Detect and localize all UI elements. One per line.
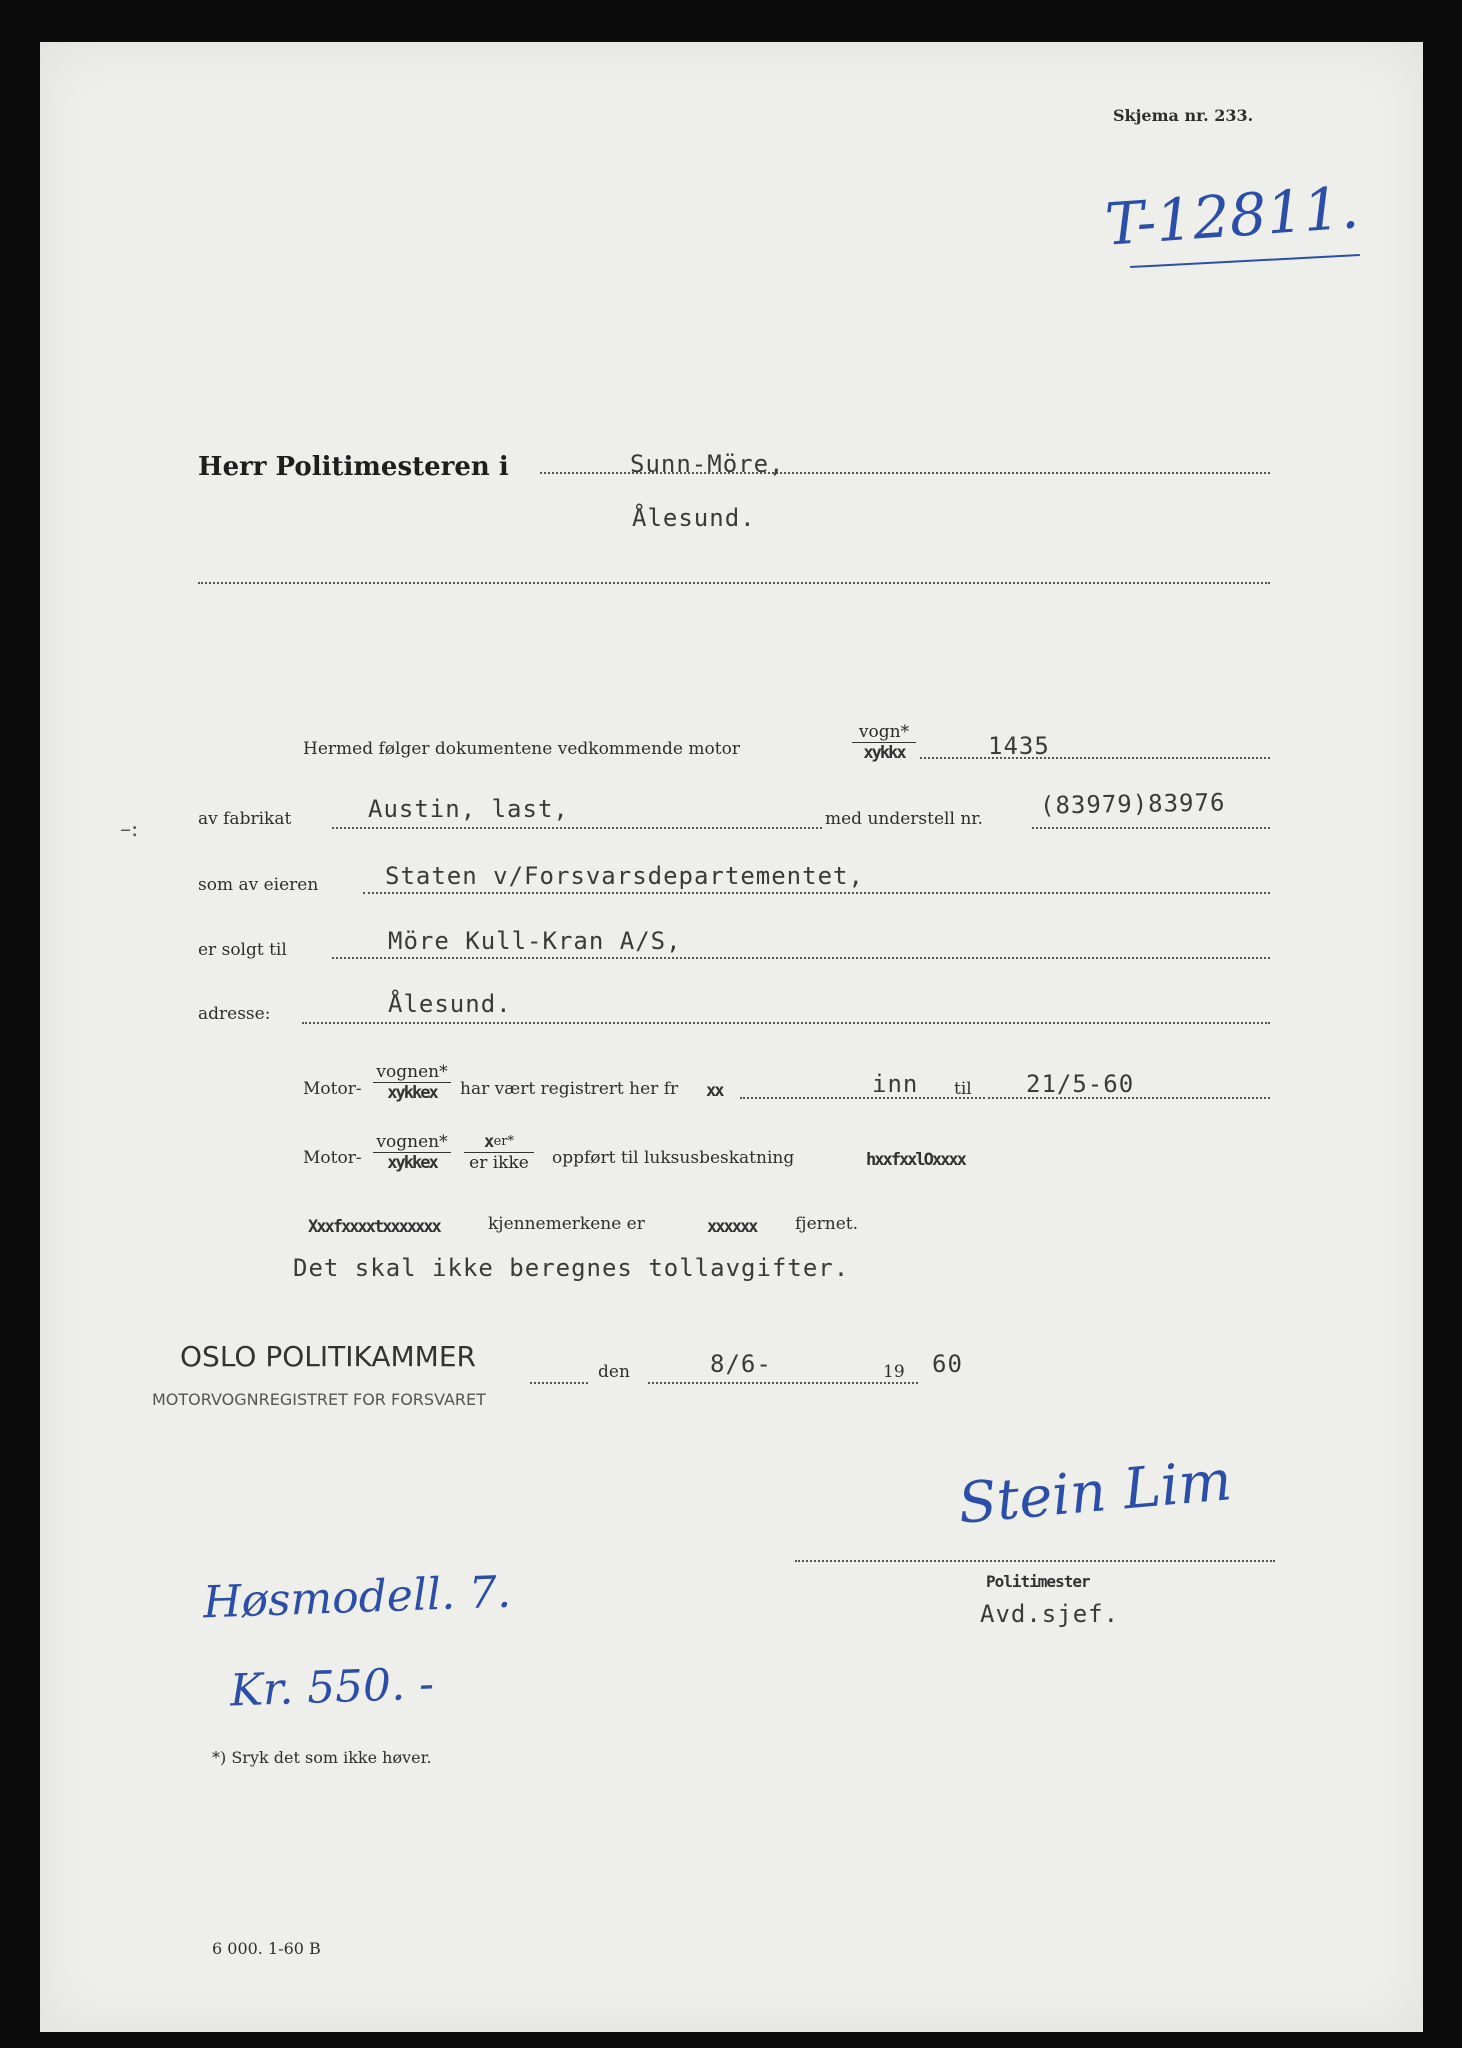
chassis-line (1032, 827, 1270, 829)
den-label: den (598, 1362, 630, 1382)
make-line (332, 827, 822, 829)
margin-note-2: Kr. 550. - (229, 1658, 435, 1717)
signature-title: Avd.sjef. (980, 1600, 1120, 1628)
margin-tick: –: (120, 817, 139, 842)
reg-from-line (740, 1097, 985, 1099)
document-page (40, 42, 1423, 2032)
lux-er-mark: x (483, 1132, 493, 1152)
reg-fraction (373, 1062, 451, 1103)
customs-note: Det skal ikke beregnes tollavgifter. (293, 1254, 850, 1282)
plates-text: kjennemerkene er (488, 1214, 645, 1234)
plates-struck-start: Xxxfxxxxtxxxxxxx (308, 1217, 440, 1237)
year-prefix: 19 (883, 1362, 905, 1382)
sold-line (332, 957, 1270, 959)
district-value: Sunn-Möre, (630, 450, 785, 478)
lux-prefix: Motor- (303, 1148, 362, 1168)
print-code: 6 000. 1-60 B (212, 1939, 321, 1958)
intro-text: Hermed følger dokumentene vedkommende motor (303, 739, 740, 759)
plates-struck-mid: xxxxxx (707, 1217, 757, 1237)
plates-end: fjernet. (795, 1214, 858, 1234)
city-value: Ålesund. (632, 504, 756, 532)
footnote: *) Sryk det som ikke høver. (212, 1748, 432, 1767)
stamp-line-2: MOTORVOGNREGISTRET FOR FORSVARET (152, 1390, 486, 1409)
case-number-handwritten: T-12811. (1102, 173, 1361, 259)
make-label: av fabrikat (198, 809, 292, 829)
chassis-label: med understell nr. (825, 809, 983, 829)
case-number-underline (1130, 254, 1360, 268)
sold-label: er solgt til (198, 940, 287, 960)
date-line (648, 1382, 918, 1384)
date-value: 8/6- (710, 1350, 772, 1378)
vehicle-type-fraction (852, 722, 916, 763)
year-suffix: 60 (932, 1350, 963, 1378)
make-value: Austin, last, (368, 795, 569, 823)
owner-line (363, 892, 1270, 894)
addressee-label: Herr Politimesteren i (198, 452, 509, 482)
vehicle-number-line (920, 757, 1270, 759)
margin-note-1: Høsmodell. 7. (202, 1566, 512, 1629)
address-line-2 (198, 582, 1270, 584)
vehicle-number: 1435 (988, 732, 1050, 760)
lux-fraction (373, 1132, 451, 1173)
lux-er-top: er* (493, 1134, 515, 1149)
signature-line (795, 1560, 1275, 1562)
place-line (530, 1382, 588, 1384)
signature-handwritten: Stein Lim (955, 1448, 1235, 1537)
reg-struck: xx (706, 1081, 723, 1101)
reg-date: 21/5-60 (1026, 1070, 1135, 1098)
owner-label: som av eieren (198, 875, 319, 895)
chassis-value: (83979)83976 (1039, 788, 1226, 820)
lux-text: oppført til luksusbeskatning (552, 1148, 795, 1168)
lux-frac-bottom: xykkex (387, 1153, 437, 1173)
reg-prefix: Motor- (303, 1079, 362, 1099)
reg-inn: inn (872, 1070, 919, 1098)
sold-value: Möre Kull-Kran A/S, (388, 927, 682, 955)
stamp-line-1: OSLO POLITIKAMMER (180, 1340, 476, 1373)
addr-line (302, 1022, 1270, 1024)
lux-frac-top: vognen* (373, 1132, 451, 1153)
lux-er-fraction (464, 1132, 534, 1173)
addr-value: Ålesund. (388, 990, 512, 1018)
signature-title-struck: Politimester (986, 1572, 1090, 1591)
addr-label: adresse: (198, 1004, 271, 1024)
lux-struck: hxxfxxlOxxxx (866, 1150, 965, 1170)
form-number: Skjema nr. 233. (1113, 106, 1254, 125)
reg-til: til (954, 1079, 972, 1099)
reg-text: har vært registrert her fr (460, 1079, 679, 1099)
vehicle-type-struck: xykkx (863, 743, 905, 763)
owner-value: Staten v/Forsvarsdepartementet, (385, 862, 864, 890)
lux-er-bottom: er ikke (469, 1153, 529, 1173)
reg-frac-top: vognen* (373, 1062, 451, 1083)
vehicle-type-top: vogn* (852, 722, 916, 743)
reg-frac-bottom: xykkex (387, 1083, 437, 1103)
